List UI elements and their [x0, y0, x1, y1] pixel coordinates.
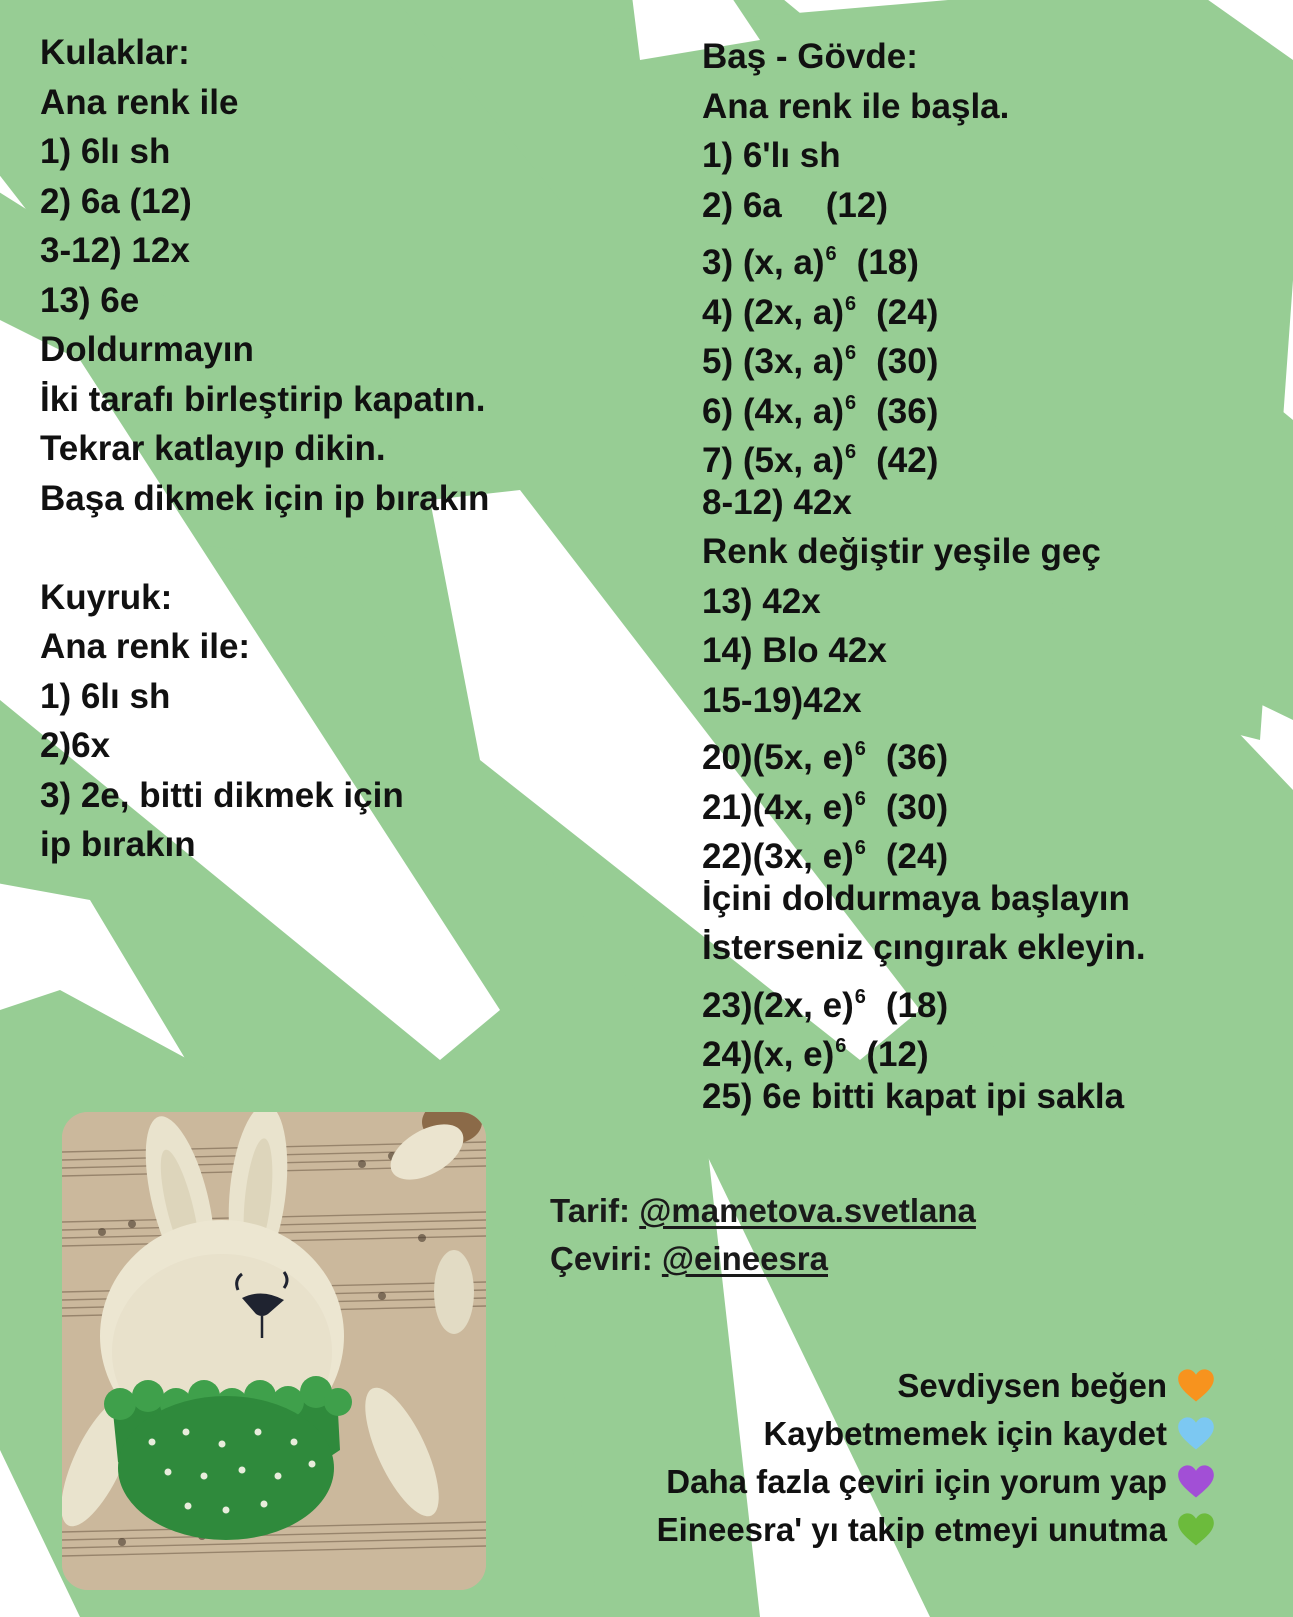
- row-instruction: 15-19)42x: [702, 680, 862, 720]
- row-instruction: 23)(2x, e): [702, 985, 854, 1025]
- row-stitch-count: (42): [876, 441, 939, 480]
- row-repeat-count: 6: [835, 1035, 847, 1057]
- pattern-row: [702, 725, 1146, 775]
- tail-title: Kuyruk:: [40, 577, 173, 617]
- row-instruction: İçini doldurmaya başlayın: [702, 878, 1130, 918]
- bunny-illustration: [62, 1112, 486, 1590]
- recipe-credit: [550, 1187, 976, 1235]
- pattern-row: [702, 1072, 1146, 1122]
- head-body-rows: [702, 131, 1146, 1121]
- ears-line: 3-12) 12x: [40, 231, 190, 270]
- pattern-row: [702, 626, 1146, 676]
- ears-line: İki tarafı birleştirip kapatın.: [40, 379, 486, 419]
- pattern-row: [702, 973, 1146, 1023]
- row-stitch-count: (18): [885, 985, 949, 1025]
- row-instruction: İsterseniz çıngırak ekleyin.: [702, 928, 1146, 967]
- pattern-row: [702, 181, 1146, 231]
- ears-line: 13) 6e: [40, 280, 140, 320]
- pattern-row: [702, 923, 1146, 973]
- orange-heart-icon: [1177, 1367, 1215, 1405]
- row-stitch-count: (18): [856, 243, 919, 282]
- row-stitch-count: (12): [825, 185, 889, 225]
- ears-line: Tekrar katlayıp dikin.: [40, 429, 386, 468]
- tail-line: 3) 2e, bitti dikmek için: [40, 775, 404, 815]
- recipe-handle-link[interactable]: @mametova.svetlana: [639, 1192, 976, 1229]
- row-stitch-count: (36): [876, 391, 939, 431]
- row-stitch-count: (24): [876, 292, 939, 332]
- row-stitch-count: (24): [885, 837, 949, 876]
- ears-line: 1) 6lı sh: [40, 132, 171, 171]
- cta-like: Sevdiysen beğen: [657, 1362, 1215, 1410]
- ears-line: 2) 6a (12): [40, 181, 192, 221]
- row-instruction: 24)(x, e): [702, 1035, 835, 1074]
- pattern-row: [702, 527, 1146, 577]
- pattern-row: [702, 131, 1146, 181]
- blue-heart-icon: [1177, 1415, 1215, 1453]
- translation-handle-link[interactable]: @eineesra: [661, 1240, 828, 1277]
- row-repeat-count: 6: [845, 441, 857, 463]
- row-repeat-count: 6: [845, 292, 857, 315]
- section-gap: [40, 523, 489, 573]
- row-instruction: 8-12) 42x: [702, 482, 852, 522]
- row-instruction: 2) 6a: [702, 185, 782, 225]
- row-instruction: 4) (2x, a): [702, 292, 844, 332]
- translation-credit: [550, 1235, 976, 1283]
- translation-label: Çeviri:: [550, 1240, 662, 1277]
- tail-line: 1) 6lı sh: [40, 676, 171, 716]
- row-stitch-count: (30): [876, 342, 939, 381]
- row-instruction: 21)(4x, e): [702, 787, 854, 827]
- right-column: [702, 32, 1146, 1121]
- pattern-row: [702, 874, 1146, 924]
- pattern-row: [702, 1022, 1146, 1072]
- call-to-action: [657, 1362, 1215, 1554]
- tail-line: Ana renk ile:: [40, 627, 251, 666]
- pattern-row: [702, 676, 1146, 726]
- pattern-row: [702, 478, 1146, 528]
- pattern-row: [702, 428, 1146, 478]
- tail-line: 2)6x: [40, 726, 111, 765]
- row-instruction: Renk değiştir yeşile geç: [702, 532, 1101, 571]
- row-repeat-count: 6: [854, 738, 866, 760]
- pattern-row: [702, 379, 1146, 429]
- pattern-row: [702, 775, 1146, 825]
- ears-line: Ana renk ile: [40, 82, 239, 122]
- head-body-title: Baş - Gövde:: [702, 37, 918, 76]
- row-instruction: 25) 6e bitti kapat ipi sakla: [702, 1076, 1125, 1116]
- pattern-row: [702, 280, 1146, 330]
- recipe-label: Tarif:: [550, 1192, 640, 1229]
- purple-heart-icon: [1177, 1463, 1215, 1501]
- cta-follow: Eineesra' yı takip etmeyi unutma: [657, 1506, 1215, 1554]
- row-repeat-count: 6: [845, 342, 857, 364]
- pattern-row: [702, 577, 1146, 627]
- row-instruction: 1) 6'lı sh: [702, 136, 841, 175]
- row-instruction: 7) (5x, a): [702, 441, 844, 480]
- ears-line: Doldurmayın: [40, 330, 254, 369]
- row-instruction: 22)(3x, e): [702, 837, 854, 876]
- pattern-row: [702, 824, 1146, 874]
- head-body-intro: Ana renk ile başla.: [702, 86, 1010, 126]
- cta-comment: Daha fazla çeviri için yorum yap: [657, 1458, 1215, 1506]
- row-instruction: 14) Blo 42x: [702, 631, 887, 670]
- bunny-photo: [62, 1112, 486, 1590]
- row-repeat-count: 6: [854, 787, 866, 810]
- pattern-row: [702, 230, 1146, 280]
- cta-save: Kaybetmemek için kaydet: [657, 1410, 1215, 1458]
- left-column: [40, 28, 489, 870]
- ears-line: Başa dikmek için ip bırakın: [40, 478, 490, 518]
- row-stitch-count: (12): [866, 1035, 929, 1074]
- pattern-row: [702, 329, 1146, 379]
- row-stitch-count: (36): [885, 738, 949, 777]
- tail-line: ip bırakın: [40, 825, 196, 864]
- ears-title: Kulaklar:: [40, 33, 190, 72]
- row-instruction: 13) 42x: [702, 581, 821, 621]
- row-repeat-count: 6: [845, 391, 857, 414]
- row-repeat-count: 6: [854, 837, 866, 859]
- green-heart-icon: [1177, 1511, 1215, 1549]
- row-instruction: 3) (x, a): [702, 243, 825, 282]
- row-instruction: 20)(5x, e): [702, 738, 854, 777]
- row-instruction: 6) (4x, a): [702, 391, 844, 431]
- row-repeat-count: 6: [854, 985, 866, 1008]
- row-repeat-count: 6: [825, 243, 837, 265]
- credits: [550, 1187, 976, 1283]
- row-stitch-count: (30): [885, 787, 949, 827]
- row-instruction: 5) (3x, a): [702, 342, 844, 381]
